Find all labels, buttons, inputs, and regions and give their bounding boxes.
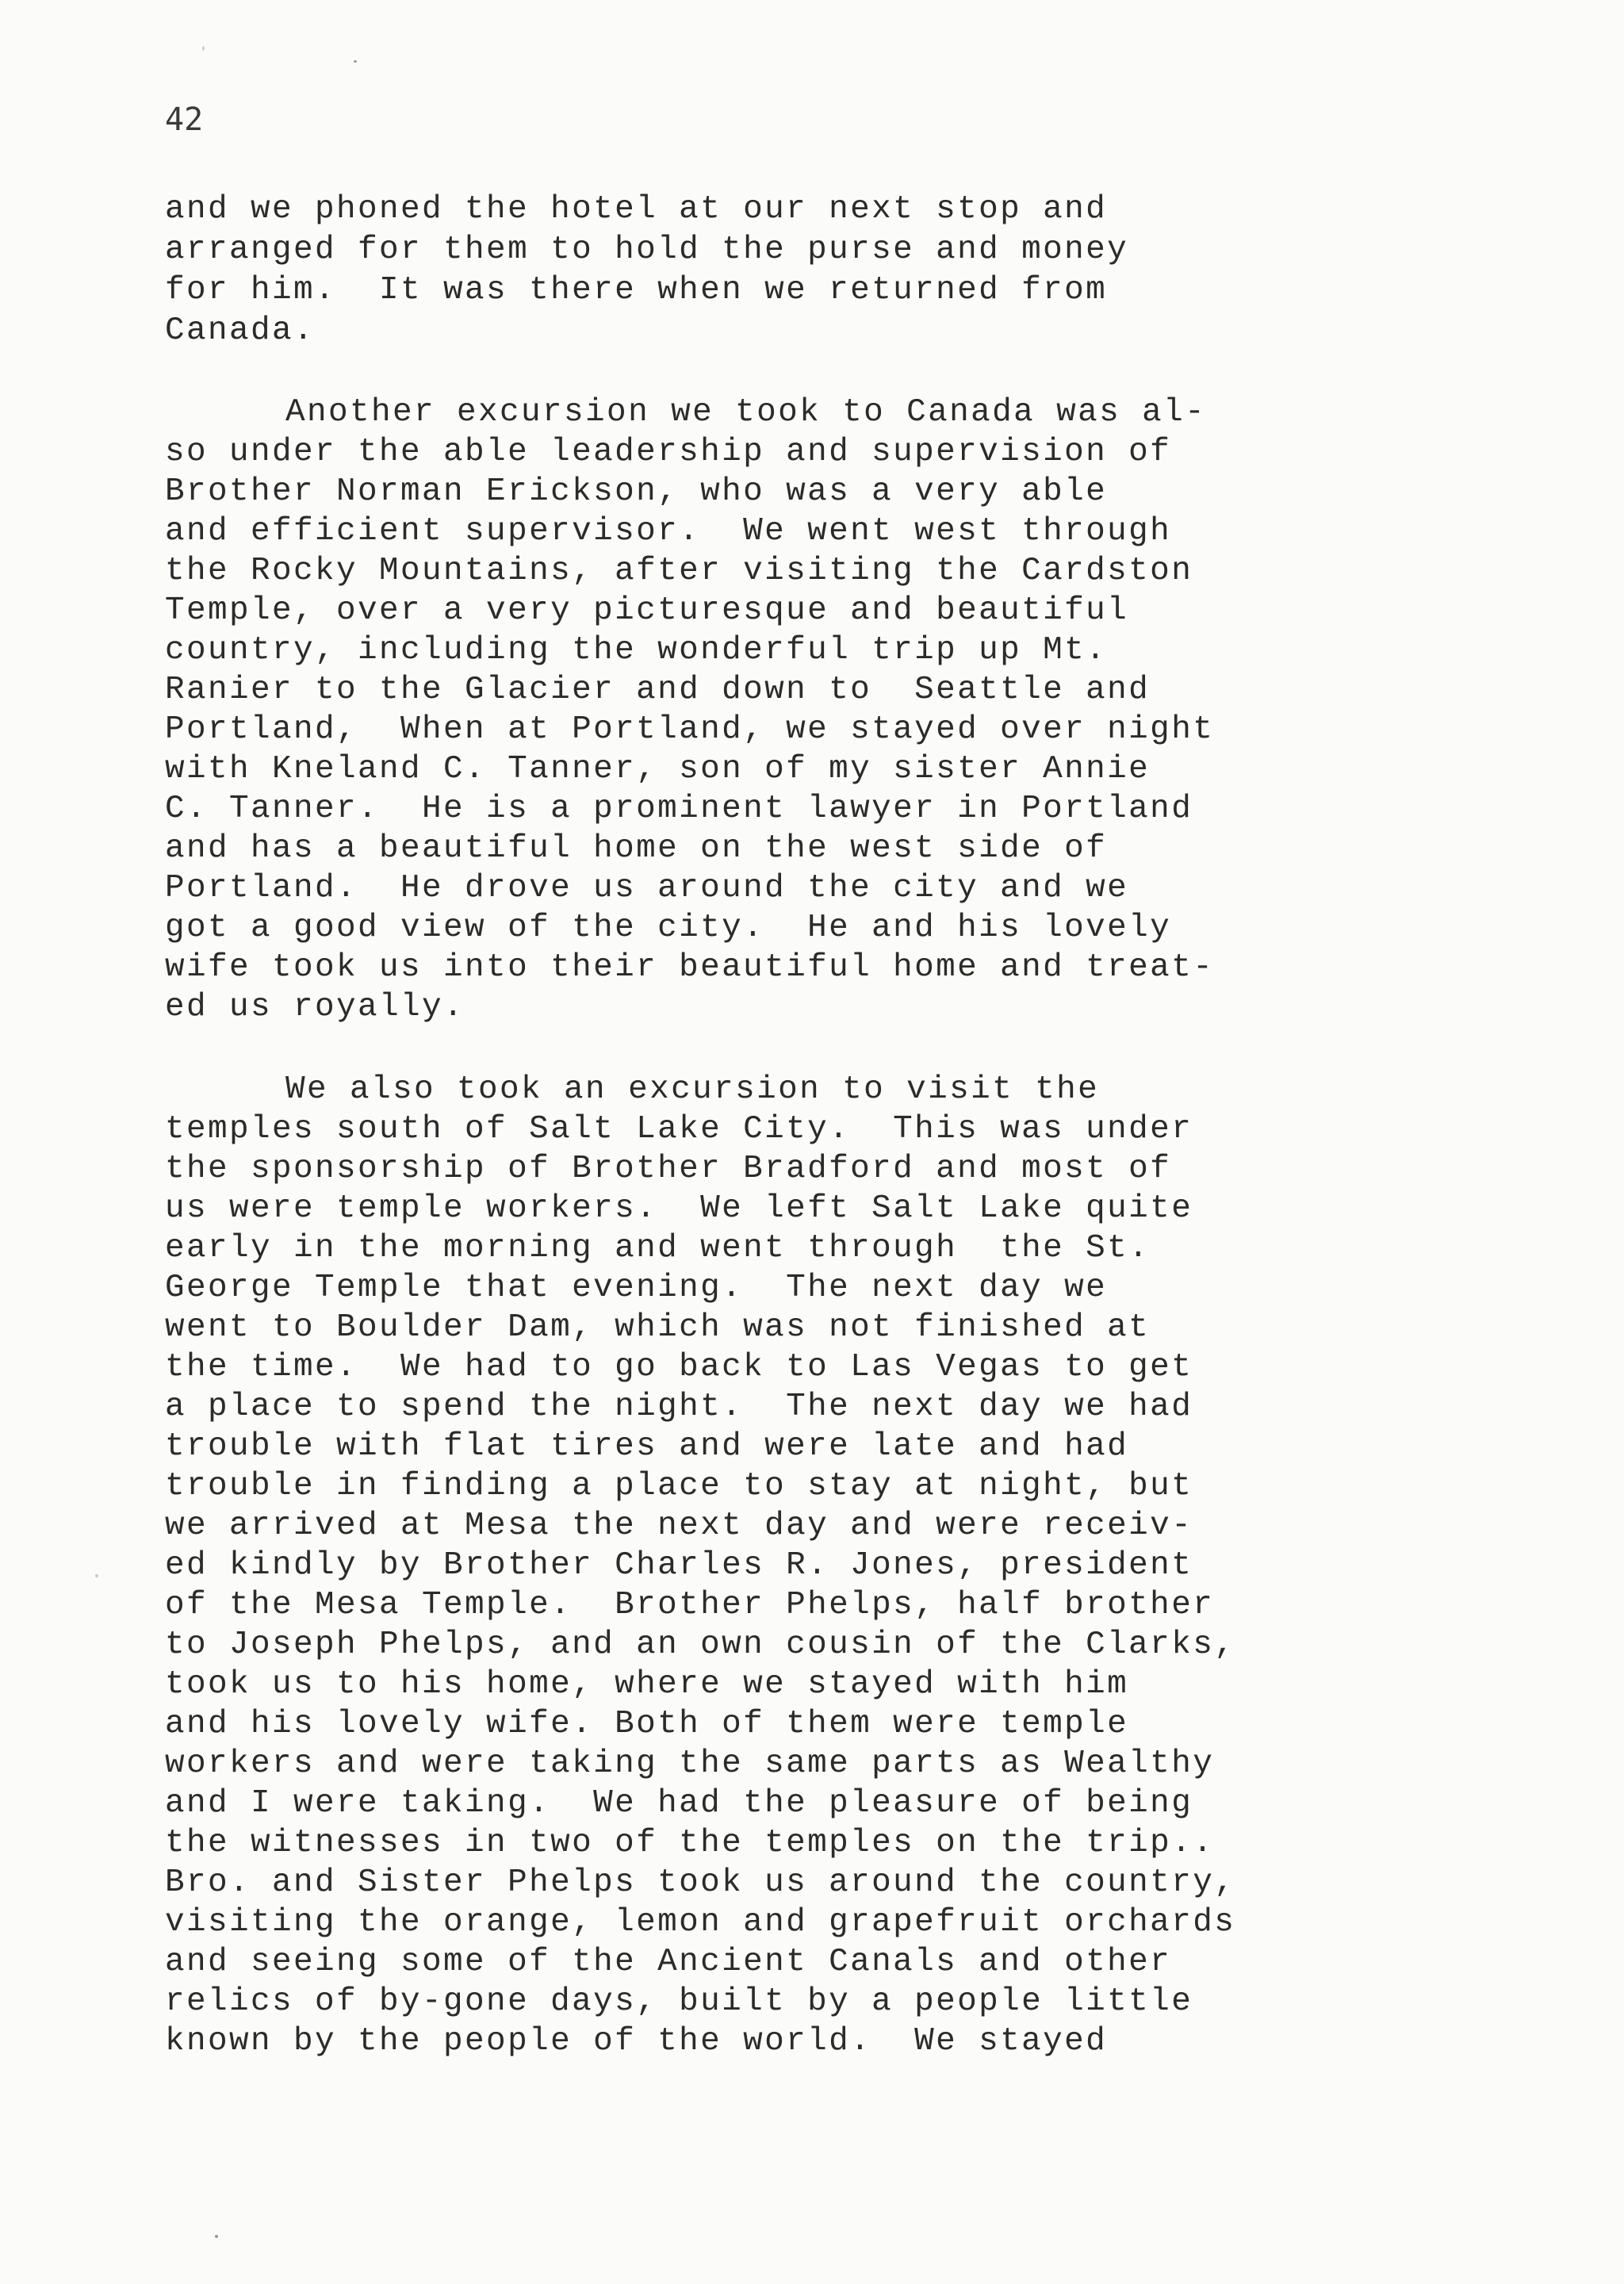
page-number: 42	[165, 102, 204, 138]
text-line: the witnesses in two of the temples on the trip..	[165, 1825, 1215, 1861]
text-line: us were temple workers. We left Salt Lake quite	[165, 1190, 1193, 1227]
text-line: Temple, over a very picturesque and beautiful	[165, 592, 1129, 629]
text-line: the time. We had to go back to Las Vegas to get	[165, 1349, 1193, 1385]
text-line: and has a beautiful home on the west side of	[165, 830, 1108, 867]
text-line: Ranier to the Glacier and down to Seattle and	[165, 672, 1151, 708]
text-line: we arrived at Mesa the next day and were receiv-	[165, 1508, 1193, 1544]
speck	[202, 46, 205, 51]
text-line: got a good view of the city. He and his lovely	[165, 910, 1172, 946]
text-line: visiting the orange, lemon and grapefruit orchards	[165, 1904, 1236, 1941]
text-line: workers and were taking the same parts as Wealthy	[165, 1746, 1215, 1782]
text-line: for him. It was there when we returned from	[165, 272, 1108, 308]
text-line: and I were taking. We had the pleasure of being	[165, 1785, 1193, 1822]
text-line: and we phoned the hotel at our next stop and	[165, 191, 1108, 228]
text-line: George Temple that evening. The next day we	[165, 1270, 1108, 1306]
text-line: to Joseph Phelps, and an own cousin of the Clarks,	[165, 1627, 1236, 1663]
text-line: a place to spend the night. The next day we had	[165, 1389, 1193, 1425]
text-line: trouble with flat tires and were late and had	[165, 1428, 1129, 1465]
text-line: relics of by-gone days, built by a people little	[165, 1983, 1193, 2020]
text-line: trouble in finding a place to stay at night, but	[165, 1468, 1193, 1504]
text-line: Portland, When at Portland, we stayed over night	[165, 711, 1215, 748]
text-line: temples south of Salt Lake City. This was under	[165, 1111, 1193, 1148]
speck	[215, 2235, 218, 2238]
text-line: Brother Norman Erickson, who was a very able	[165, 473, 1108, 510]
text-line: and his lovely wife. Both of them were temple	[165, 1706, 1129, 1742]
text-line: Bro. and Sister Phelps took us around the country,	[165, 1864, 1236, 1901]
text-line: Another excursion we took to Canada was al-	[285, 394, 1207, 431]
text-line: known by the people of the world. We stayed	[165, 2023, 1108, 2060]
text-line: ed kindly by Brother Charles R. Jones, president	[165, 1547, 1193, 1584]
text-line: of the Mesa Temple. Brother Phelps, half brother	[165, 1587, 1215, 1623]
text-line: and seeing some of the Ancient Canals and other	[165, 1944, 1172, 1980]
text-line: Portland. He drove us around the city and we	[165, 870, 1129, 906]
text-line: C. Tanner. He is a prominent lawyer in Portland	[165, 791, 1193, 827]
text-line: and efficient supervisor. We went west through	[165, 513, 1172, 550]
text-line: wife took us into their beautiful home and treat-	[165, 949, 1215, 986]
text-line: Canada.	[165, 312, 316, 349]
text-line: the sponsorship of Brother Bradford and most of	[165, 1151, 1172, 1187]
text-line: We also took an excursion to visit the	[285, 1071, 1100, 1108]
speck	[95, 1574, 98, 1577]
text-line: ed us royally.	[165, 989, 465, 1025]
text-line: country, including the wonderful trip up Mt.	[165, 632, 1108, 669]
text-line: so under the able leadership and supervision of	[165, 434, 1172, 470]
text-line: went to Boulder Dam, which was not finished at	[165, 1309, 1151, 1346]
speck	[354, 60, 357, 63]
text-line: arranged for them to hold the purse and money	[165, 232, 1129, 268]
text-line: the Rocky Mountains, after visiting the Cardston	[165, 553, 1193, 589]
text-line: with Kneland C. Tanner, son of my sister Annie	[165, 751, 1151, 788]
text-line: took us to his home, where we stayed with him	[165, 1666, 1129, 1703]
text-line: early in the morning and went through the St.	[165, 1230, 1151, 1267]
